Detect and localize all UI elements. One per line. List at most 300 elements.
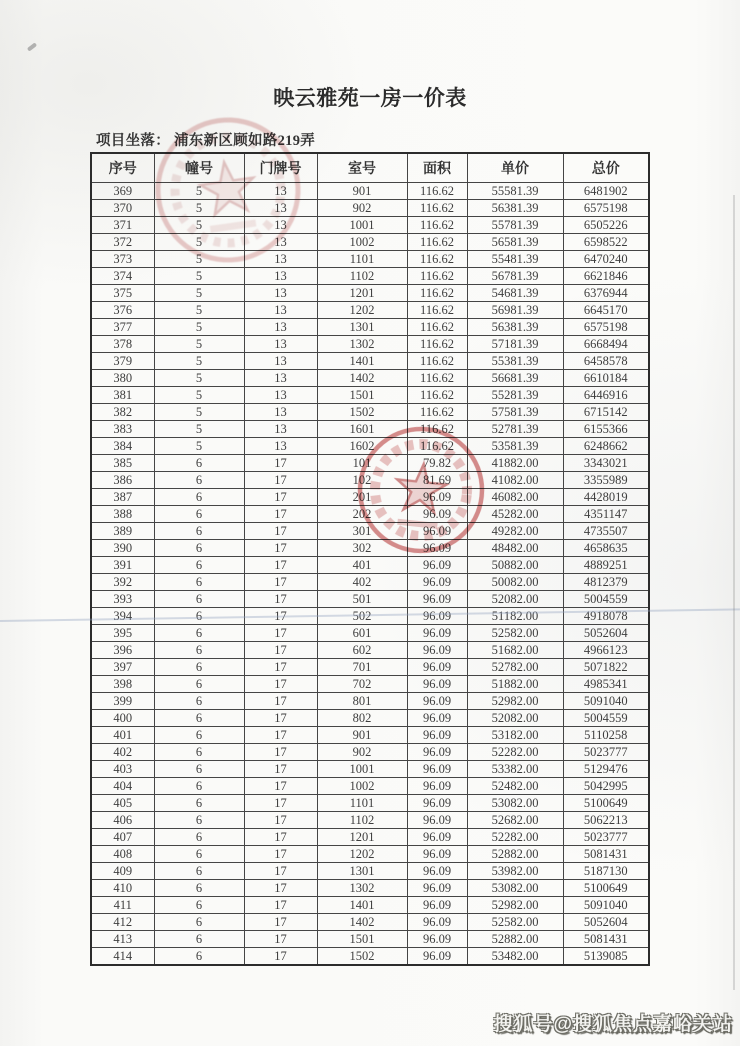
table-cell: 901 [317, 726, 407, 743]
table-cell: 301 [317, 522, 407, 539]
table-cell: 53082.00 [467, 879, 563, 896]
table-cell: 116.62 [407, 267, 467, 284]
price-table [90, 152, 650, 966]
header-cell: 门牌号 [244, 153, 317, 182]
table-cell: 52482.00 [467, 777, 563, 794]
table-cell: 6470240 [563, 250, 649, 267]
table-row [91, 675, 649, 692]
table-row [91, 777, 649, 794]
table-cell: 379 [91, 352, 154, 369]
table-cell: 5 [154, 420, 244, 437]
table-cell: 5052604 [563, 624, 649, 641]
table-cell: 388 [91, 505, 154, 522]
table-cell: 96.09 [407, 896, 467, 913]
table-cell: 369 [91, 182, 154, 199]
table-cell: 13 [244, 318, 317, 335]
table-cell: 380 [91, 369, 154, 386]
table-cell: 51182.00 [467, 607, 563, 624]
table-cell: 56581.39 [467, 233, 563, 250]
table-cell: 13 [244, 233, 317, 250]
table-cell: 412 [91, 913, 154, 930]
table-cell: 502 [317, 607, 407, 624]
table-cell: 17 [244, 539, 317, 556]
table-cell: 1301 [317, 318, 407, 335]
table-cell: 396 [91, 641, 154, 658]
table-cell: 17 [244, 947, 317, 965]
table-cell: 395 [91, 624, 154, 641]
project-location-value: 浦东新区顾如路219弄 [174, 133, 316, 149]
table-cell: 17 [244, 828, 317, 845]
table-cell: 1002 [317, 233, 407, 250]
table-cell: 53581.39 [467, 437, 563, 454]
table-cell: 52882.00 [467, 930, 563, 947]
table-cell: 17 [244, 624, 317, 641]
header-cell: 序号 [91, 153, 154, 182]
table-cell: 13 [244, 335, 317, 352]
table-cell: 116.62 [407, 352, 467, 369]
table-cell: 52082.00 [467, 709, 563, 726]
table-cell: 1101 [317, 794, 407, 811]
table-cell: 96.09 [407, 760, 467, 777]
table-cell: 1001 [317, 760, 407, 777]
table-cell: 1501 [317, 386, 407, 403]
table-cell: 6575198 [563, 199, 649, 216]
table-cell: 5 [154, 301, 244, 318]
table-cell: 17 [244, 471, 317, 488]
table-cell: 1202 [317, 845, 407, 862]
table-cell: 53382.00 [467, 760, 563, 777]
table-cell: 101 [317, 454, 407, 471]
table-cell: 5110258 [563, 726, 649, 743]
table-cell: 6 [154, 828, 244, 845]
table-cell: 5129476 [563, 760, 649, 777]
table-cell: 13 [244, 216, 317, 233]
table-cell: 17 [244, 641, 317, 658]
table-cell: 13 [244, 369, 317, 386]
table-cell: 56781.39 [467, 267, 563, 284]
table-row [91, 284, 649, 301]
table-row [91, 641, 649, 658]
table-cell: 116.62 [407, 216, 467, 233]
table-row [91, 760, 649, 777]
table-cell: 116.62 [407, 403, 467, 420]
table-cell: 46082.00 [467, 488, 563, 505]
table-cell: 96.09 [407, 862, 467, 879]
table-cell: 17 [244, 556, 317, 573]
table-cell: 375 [91, 284, 154, 301]
table-row [91, 743, 649, 760]
page-title: 映云雅苑一房一价表 [273, 86, 467, 110]
table-cell: 96.09 [407, 879, 467, 896]
table-cell: 5 [154, 437, 244, 454]
table-cell: 4985341 [563, 675, 649, 692]
table-cell: 398 [91, 675, 154, 692]
table-cell: 5100649 [563, 879, 649, 896]
table-cell: 405 [91, 794, 154, 811]
table-cell: 411 [91, 896, 154, 913]
table-cell: 389 [91, 522, 154, 539]
table-row [91, 692, 649, 709]
table-cell: 96.09 [407, 777, 467, 794]
table-cell: 381 [91, 386, 154, 403]
table-row [91, 233, 649, 250]
table-cell: 4351147 [563, 505, 649, 522]
table-cell: 1202 [317, 301, 407, 318]
table-cell: 409 [91, 862, 154, 879]
table-cell: 1502 [317, 947, 407, 965]
table-row [91, 250, 649, 267]
table-cell: 374 [91, 267, 154, 284]
table-cell: 402 [91, 743, 154, 760]
table-cell: 5023777 [563, 828, 649, 845]
table-cell: 96.09 [407, 522, 467, 539]
header-cell: 总价 [563, 153, 649, 182]
table-cell: 52781.39 [467, 420, 563, 437]
table-cell: 13 [244, 420, 317, 437]
table-cell: 6668494 [563, 335, 649, 352]
table-cell: 4812379 [563, 573, 649, 590]
table-cell: 17 [244, 930, 317, 947]
table-cell: 17 [244, 658, 317, 675]
table-cell: 52582.00 [467, 624, 563, 641]
table-cell: 6598522 [563, 233, 649, 250]
table-row [91, 573, 649, 590]
table-cell: 52782.00 [467, 658, 563, 675]
table-cell: 701 [317, 658, 407, 675]
table-cell: 96.09 [407, 709, 467, 726]
table-cell: 6 [154, 743, 244, 760]
table-row [91, 828, 649, 845]
table-cell: 5023777 [563, 743, 649, 760]
table-cell: 1102 [317, 811, 407, 828]
table-cell: 53482.00 [467, 947, 563, 965]
table-cell: 6 [154, 488, 244, 505]
table-cell: 6610184 [563, 369, 649, 386]
table-cell: 116.62 [407, 318, 467, 335]
table-row [91, 267, 649, 284]
table-cell: 116.62 [407, 182, 467, 199]
header-cell: 室号 [317, 153, 407, 182]
table-cell: 55281.39 [467, 386, 563, 403]
table-cell: 6 [154, 607, 244, 624]
table-cell: 116.62 [407, 335, 467, 352]
table-cell: 383 [91, 420, 154, 437]
table-row [91, 556, 649, 573]
table-cell: 376 [91, 301, 154, 318]
table-cell: 6 [154, 726, 244, 743]
table-cell: 96.09 [407, 743, 467, 760]
table-row [91, 386, 649, 403]
table-cell: 6 [154, 896, 244, 913]
table-row [91, 811, 649, 828]
table-cell: 116.62 [407, 233, 467, 250]
table-cell: 52982.00 [467, 692, 563, 709]
table-cell: 5071822 [563, 658, 649, 675]
table-cell: 370 [91, 199, 154, 216]
table-cell: 56381.39 [467, 318, 563, 335]
table-cell: 96.09 [407, 726, 467, 743]
table-cell: 1401 [317, 352, 407, 369]
table-cell: 17 [244, 675, 317, 692]
table-cell: 501 [317, 590, 407, 607]
table-cell: 17 [244, 845, 317, 862]
table-cell: 48482.00 [467, 539, 563, 556]
table-cell: 403 [91, 760, 154, 777]
table-cell: 302 [317, 539, 407, 556]
table-cell: 6 [154, 709, 244, 726]
table-row [91, 658, 649, 675]
table-cell: 6 [154, 777, 244, 794]
table-cell: 6 [154, 794, 244, 811]
table-cell: 1302 [317, 879, 407, 896]
table-cell: 17 [244, 709, 317, 726]
table-cell: 17 [244, 760, 317, 777]
table-row [91, 913, 649, 930]
table-cell: 17 [244, 488, 317, 505]
table-cell: 392 [91, 573, 154, 590]
table-cell: 116.62 [407, 437, 467, 454]
table-cell: 96.09 [407, 658, 467, 675]
table-cell: 52082.00 [467, 590, 563, 607]
table-row [91, 454, 649, 471]
table-cell: 4428019 [563, 488, 649, 505]
table-cell: 6 [154, 845, 244, 862]
table-cell: 5139085 [563, 947, 649, 965]
table-cell: 96.09 [407, 488, 467, 505]
table-cell: 382 [91, 403, 154, 420]
table-cell: 53182.00 [467, 726, 563, 743]
table-cell: 96.09 [407, 573, 467, 590]
table-cell: 17 [244, 896, 317, 913]
table-row [91, 216, 649, 233]
table-cell: 17 [244, 726, 317, 743]
table-cell: 413 [91, 930, 154, 947]
table-cell: 116.62 [407, 301, 467, 318]
table-cell: 13 [244, 386, 317, 403]
table-row [91, 488, 649, 505]
table-cell: 377 [91, 318, 154, 335]
header-cell: 面积 [407, 153, 467, 182]
table-cell: 393 [91, 590, 154, 607]
table-cell: 902 [317, 743, 407, 760]
table-row [91, 624, 649, 641]
table-cell: 394 [91, 607, 154, 624]
table-cell: 1002 [317, 777, 407, 794]
table-cell: 5 [154, 386, 244, 403]
table-row [91, 930, 649, 947]
table-cell: 6645170 [563, 301, 649, 318]
table-cell: 55381.39 [467, 352, 563, 369]
table-row [91, 437, 649, 454]
table-cell: 6 [154, 624, 244, 641]
table-cell: 373 [91, 250, 154, 267]
table-cell: 1302 [317, 335, 407, 352]
table-cell: 4918078 [563, 607, 649, 624]
table-cell: 402 [317, 573, 407, 590]
table-cell: 6 [154, 454, 244, 471]
table-cell: 116.62 [407, 199, 467, 216]
table-cell: 55481.39 [467, 250, 563, 267]
table-row [91, 471, 649, 488]
table-cell: 96.09 [407, 590, 467, 607]
table-cell: 6248662 [563, 437, 649, 454]
table-cell: 17 [244, 794, 317, 811]
table-cell: 55781.39 [467, 216, 563, 233]
table-cell: 96.09 [407, 947, 467, 965]
table-cell: 13 [244, 437, 317, 454]
table-cell: 1601 [317, 420, 407, 437]
table-cell: 17 [244, 454, 317, 471]
table-cell: 17 [244, 692, 317, 709]
table-cell: 41082.00 [467, 471, 563, 488]
table-cell: 52282.00 [467, 743, 563, 760]
table-cell: 13 [244, 267, 317, 284]
table-cell: 13 [244, 199, 317, 216]
table-cell: 6715142 [563, 403, 649, 420]
table-cell: 6505226 [563, 216, 649, 233]
table-row [91, 726, 649, 743]
table-cell: 57581.39 [467, 403, 563, 420]
project-location [96, 129, 315, 150]
table-cell: 6 [154, 675, 244, 692]
table-cell: 384 [91, 437, 154, 454]
table-row [91, 369, 649, 386]
table-row [91, 522, 649, 539]
table-cell: 5 [154, 233, 244, 250]
table-header-row [91, 153, 649, 182]
table-cell: 5187130 [563, 862, 649, 879]
table-cell: 3355989 [563, 471, 649, 488]
table-cell: 116.62 [407, 250, 467, 267]
table-cell: 6 [154, 913, 244, 930]
table-cell: 6 [154, 947, 244, 965]
table-cell: 4966123 [563, 641, 649, 658]
table-cell: 371 [91, 216, 154, 233]
table-cell: 53982.00 [467, 862, 563, 879]
table-row [91, 590, 649, 607]
table-cell: 51882.00 [467, 675, 563, 692]
table-cell: 17 [244, 505, 317, 522]
table-cell: 96.09 [407, 845, 467, 862]
table-cell: 901 [317, 182, 407, 199]
table-cell: 96.09 [407, 675, 467, 692]
table-cell: 6155366 [563, 420, 649, 437]
table-cell: 17 [244, 777, 317, 794]
table-cell: 52282.00 [467, 828, 563, 845]
table-cell: 17 [244, 573, 317, 590]
scan-edge-line [733, 195, 735, 990]
table-cell: 96.09 [407, 539, 467, 556]
table-cell: 6 [154, 471, 244, 488]
table-cell: 404 [91, 777, 154, 794]
table-cell: 702 [317, 675, 407, 692]
table-cell: 56681.39 [467, 369, 563, 386]
table-cell: 5042995 [563, 777, 649, 794]
table-cell: 17 [244, 913, 317, 930]
table-cell: 5081431 [563, 930, 649, 947]
table-cell: 1101 [317, 250, 407, 267]
table-cell: 5062213 [563, 811, 649, 828]
table-cell: 41882.00 [467, 454, 563, 471]
table-cell: 1301 [317, 862, 407, 879]
table-cell: 397 [91, 658, 154, 675]
table-row [91, 709, 649, 726]
table-cell: 13 [244, 403, 317, 420]
table-cell: 49282.00 [467, 522, 563, 539]
table-cell: 17 [244, 743, 317, 760]
table-cell: 401 [317, 556, 407, 573]
table-cell: 13 [244, 301, 317, 318]
table-cell: 17 [244, 811, 317, 828]
table-cell: 52682.00 [467, 811, 563, 828]
table-cell: 3343021 [563, 454, 649, 471]
table-row [91, 301, 649, 318]
table-cell: 6621846 [563, 267, 649, 284]
header-cell: 单价 [467, 153, 563, 182]
table-cell: 6 [154, 590, 244, 607]
table-cell: 17 [244, 879, 317, 896]
table-cell: 96.09 [407, 913, 467, 930]
table-cell: 116.62 [407, 284, 467, 301]
table-cell: 96.09 [407, 624, 467, 641]
table-cell: 56981.39 [467, 301, 563, 318]
table-cell: 6 [154, 879, 244, 896]
table-cell: 5004559 [563, 709, 649, 726]
table-cell: 5004559 [563, 590, 649, 607]
table-row [91, 199, 649, 216]
table-cell: 116.62 [407, 386, 467, 403]
table-row [91, 335, 649, 352]
scan-speck [27, 42, 37, 51]
table-cell: 391 [91, 556, 154, 573]
table-cell: 6 [154, 539, 244, 556]
table-cell: 386 [91, 471, 154, 488]
table-cell: 1501 [317, 930, 407, 947]
table-cell: 4735507 [563, 522, 649, 539]
table-cell: 96.09 [407, 930, 467, 947]
table-cell: 5 [154, 369, 244, 386]
table-cell: 13 [244, 284, 317, 301]
table-cell: 13 [244, 250, 317, 267]
table-cell: 390 [91, 539, 154, 556]
table-cell: 1602 [317, 437, 407, 454]
table-cell: 602 [317, 641, 407, 658]
table-cell: 407 [91, 828, 154, 845]
table-cell: 45282.00 [467, 505, 563, 522]
table-cell: 1402 [317, 913, 407, 930]
table-cell: 5 [154, 182, 244, 199]
table-cell: 1102 [317, 267, 407, 284]
table-cell: 5 [154, 318, 244, 335]
table-cell: 53082.00 [467, 794, 563, 811]
project-location-label: 项目坐落： [96, 133, 170, 149]
table-cell: 5052604 [563, 913, 649, 930]
table-row [91, 420, 649, 437]
table-cell: 96.09 [407, 794, 467, 811]
table-cell: 50082.00 [467, 573, 563, 590]
table-cell: 6458578 [563, 352, 649, 369]
table-row [91, 862, 649, 879]
table-cell: 385 [91, 454, 154, 471]
table-cell: 52882.00 [467, 845, 563, 862]
table-cell: 6 [154, 573, 244, 590]
table-row [91, 403, 649, 420]
table-cell: 17 [244, 590, 317, 607]
table-cell: 17 [244, 862, 317, 879]
table-cell: 5091040 [563, 896, 649, 913]
table-cell: 6 [154, 505, 244, 522]
table-row [91, 505, 649, 522]
